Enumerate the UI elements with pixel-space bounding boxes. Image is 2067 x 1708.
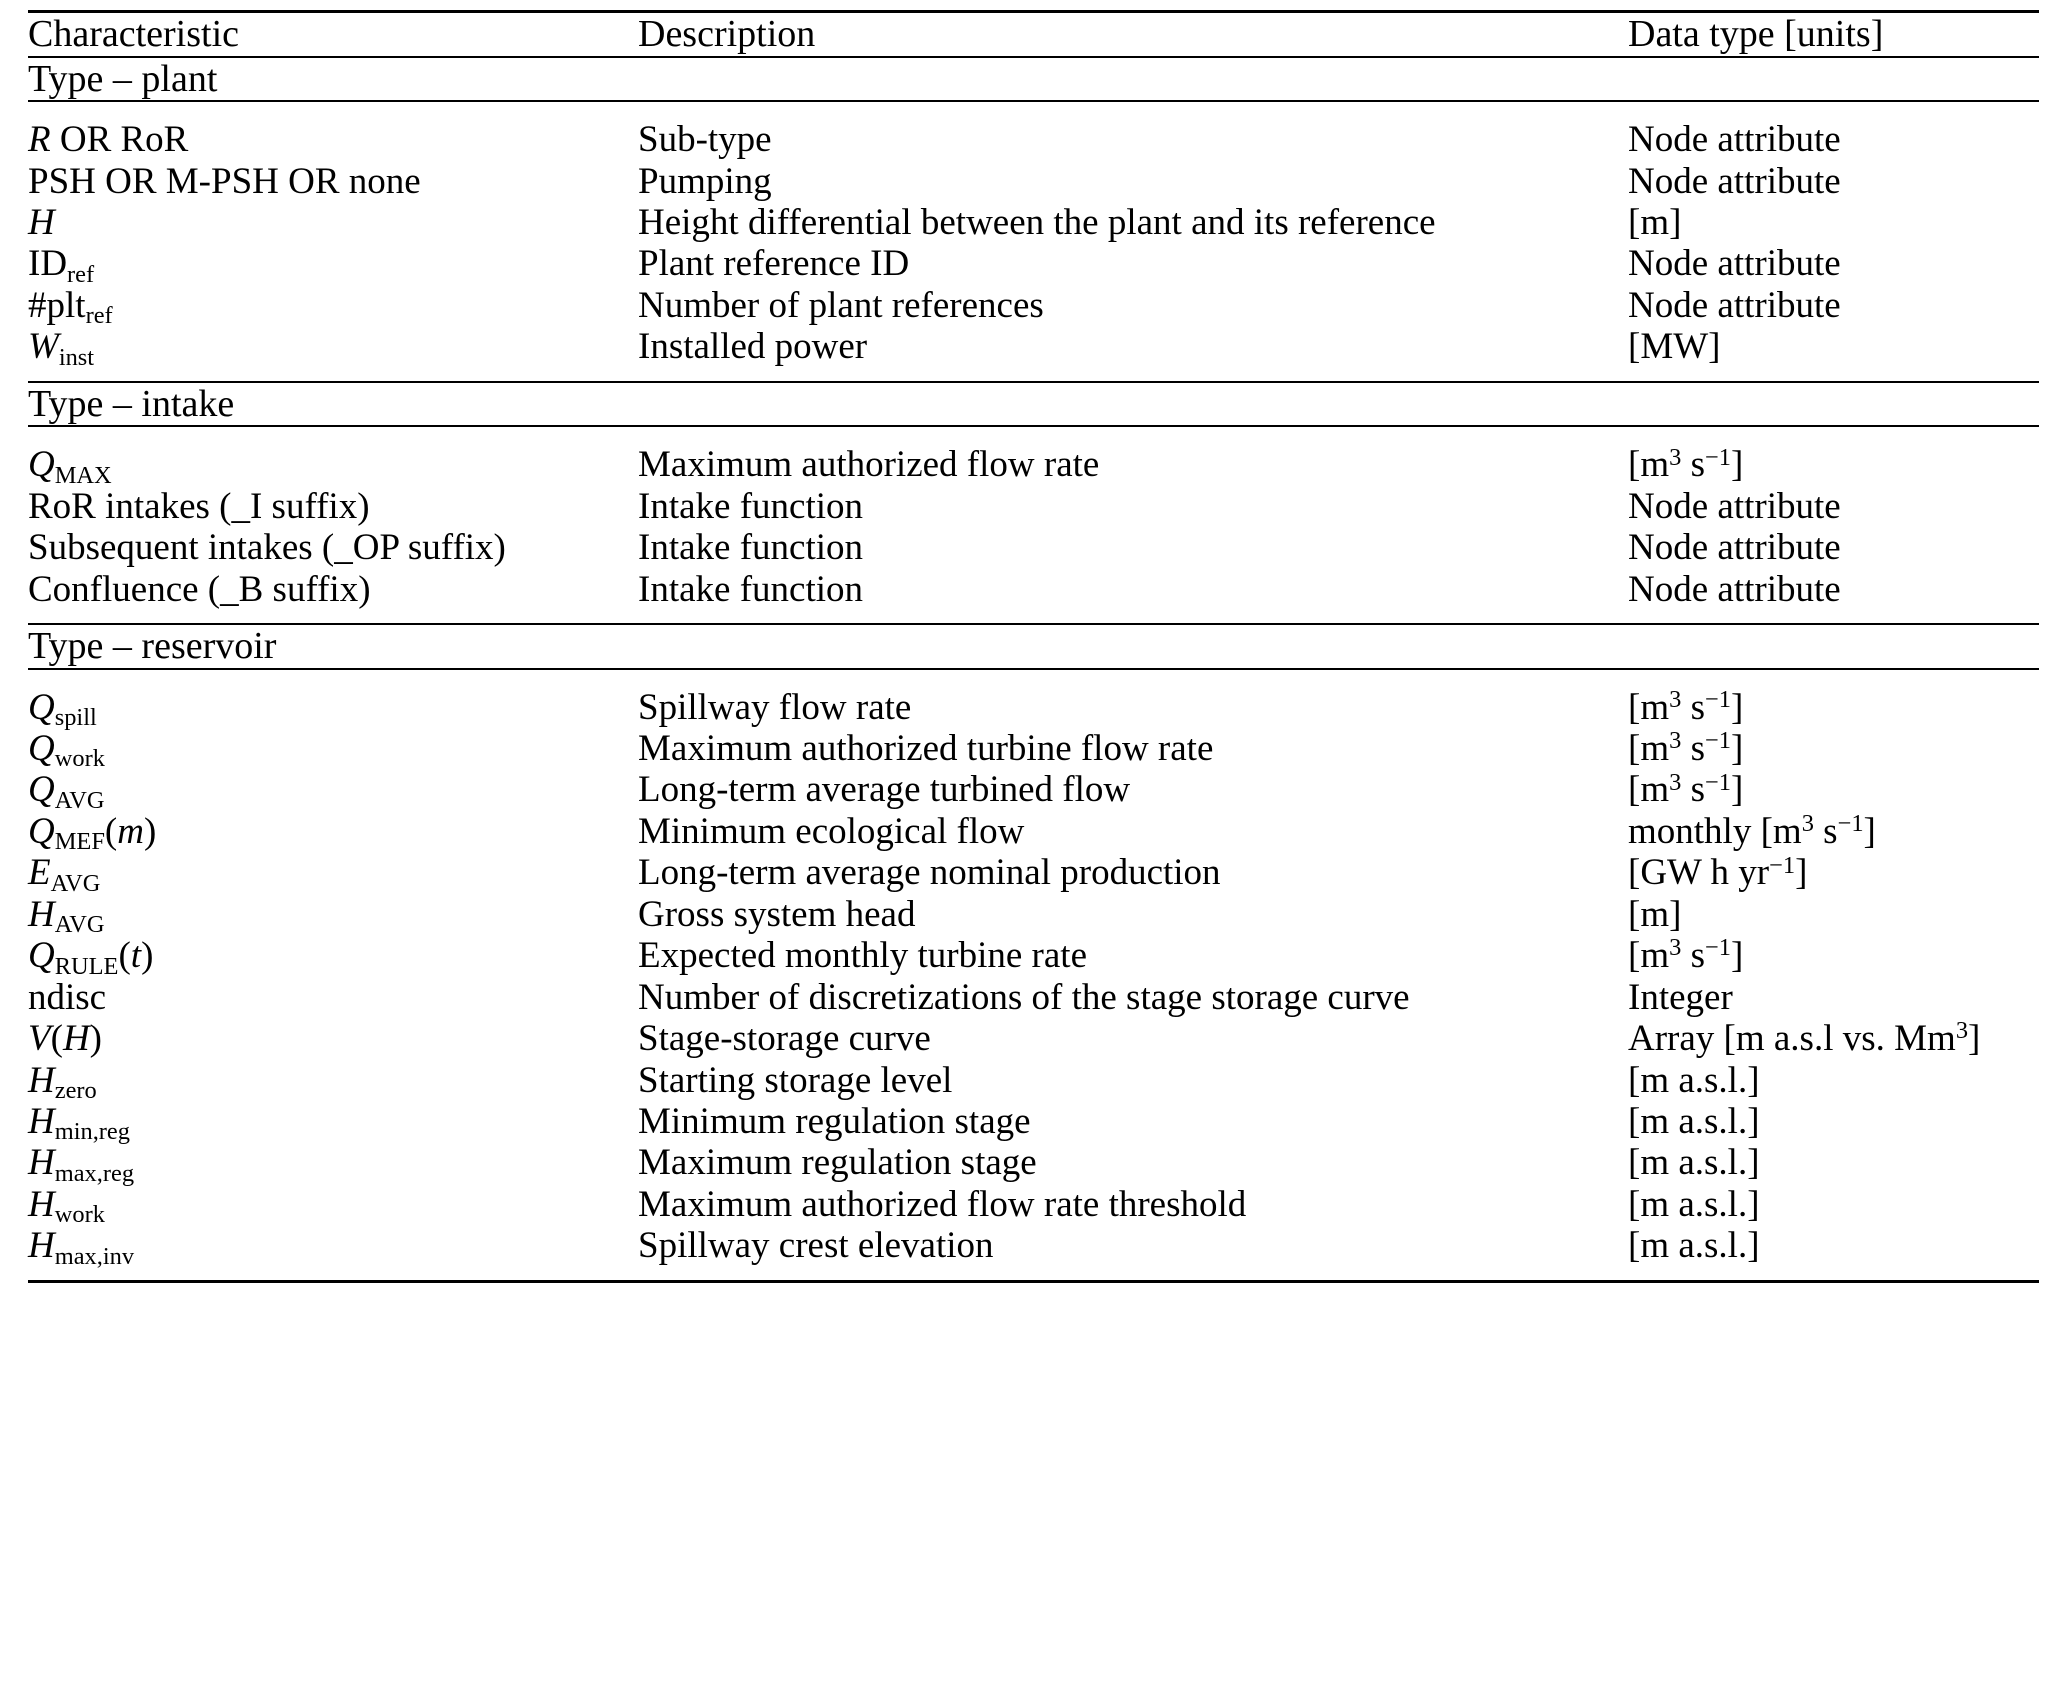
cell-description: Expected monthly turbine rate: [638, 935, 1087, 977]
cell-data-type: [$m^3$ $s^{-1}$]: [1628, 768, 1744, 811]
cell-data-type: [m a.s.l.]: [1628, 1142, 1760, 1184]
cell-data-type: Integer: [1628, 976, 1733, 1018]
table-bottom-rule: [28, 1281, 2039, 1284]
section-header-row: [28, 624, 2039, 669]
cell-description: Intake function: [638, 527, 863, 569]
cell-description: Minimum ecological flow: [638, 810, 1025, 852]
table-row: [28, 935, 2039, 976]
cell-data-type: monthly [$m^3$ $s^{-1}$]: [1628, 810, 1876, 852]
cell-description: Long-term average nominal production: [638, 852, 1221, 894]
cell-data-type: [m]: [1628, 201, 1682, 243]
cell-description: Height differential between the plant and its reference: [638, 201, 1436, 243]
cell-data-type: [MW]: [1628, 326, 1721, 368]
cell-description: Intake function: [638, 485, 863, 527]
cell-characteristic: $Q_{RULE}(t)$: [28, 935, 154, 980]
section-title: Type – reservoir: [28, 624, 2039, 669]
cell-description: Pumping: [638, 160, 772, 202]
table-header-row: [28, 12, 2039, 57]
cell-description: Spillway flow rate: [638, 669, 1628, 728]
column-header-data-type: Data type [units]: [1628, 12, 2039, 57]
cell-data-type: [m a.s.l.]: [1628, 1059, 1760, 1101]
cell-description: Number of discretizations of the stage storage curve: [638, 976, 1410, 1018]
rule-cell: [1628, 1281, 2039, 1284]
section-title: Type – intake: [28, 382, 2039, 427]
table-row: [28, 977, 2039, 1018]
cell-characteristic: RoR intakes (_I suffix): [28, 485, 370, 527]
cell-data-type: [$m^3$ $s^{-1}$]: [1628, 426, 2039, 485]
cell-data-type: Node attribute: [1628, 527, 1841, 569]
table-row: [28, 852, 2039, 893]
cell-data-type: [$m^3$ $s^{-1}$]: [1628, 669, 2039, 728]
cell-data-type: Node attribute: [1628, 485, 1841, 527]
table-row: [28, 1225, 2039, 1281]
cell-description: Maximum authorized flow rate: [638, 426, 1628, 485]
cell-data-type: Array [m a.s.l vs. Mm$^3$]: [1628, 1017, 1981, 1060]
cell-description: Number of plant references: [638, 284, 1044, 326]
cell-data-type: [m a.s.l.]: [1628, 1225, 1760, 1267]
cell-characteristic: $H_{max,inv}$: [28, 1225, 135, 1270]
cell-data-type: [$m^3$ $s^{-1}$]: [1628, 934, 1744, 977]
cell-characteristic: Subsequent intakes (_OP suffix): [28, 527, 506, 569]
table-row: [28, 285, 2039, 326]
cell-data-type: [GW h $yr^{-1}$]: [1628, 851, 1808, 894]
column-header-description: Description: [638, 12, 1628, 57]
table-row: [28, 1184, 2039, 1225]
table-row: [28, 202, 2039, 243]
cell-data-type: Node attribute: [1628, 284, 1841, 326]
cell-characteristic: $Q_{MEF}(m)$: [28, 810, 157, 856]
cell-description: Installed power: [638, 326, 868, 368]
table-row: [28, 569, 2039, 624]
cell-characteristic: Confluence (_B suffix): [28, 568, 371, 610]
cell-characteristic: $H_{min,reg}$: [28, 1100, 130, 1146]
cell-description: Starting storage level: [638, 1059, 953, 1101]
cell-data-type: [$m^3$ $s^{-1}$]: [1628, 727, 1744, 769]
cell-description: Sub-type: [638, 101, 1628, 160]
characteristics-table: [28, 10, 2039, 1284]
section-header-row: [28, 382, 2039, 427]
cell-characteristic: $Q_{work}$: [28, 728, 105, 773]
table-row: [28, 161, 2039, 202]
table-row: [28, 1142, 2039, 1183]
cell-characteristic: R OR RoR: [28, 101, 638, 160]
cell-data-type: [m]: [1628, 893, 1682, 935]
cell-characteristic: $H_{AVG}$: [28, 893, 105, 939]
table-row: [28, 669, 2039, 728]
table-row: [28, 769, 2039, 810]
cell-characteristic: $ID_{ref}$: [28, 243, 95, 288]
cell-characteristic: $Q_{AVG}$: [28, 769, 105, 814]
cell-data-type: Node attribute: [1628, 101, 2039, 160]
cell-characteristic: $H_{max,reg}$: [28, 1142, 135, 1187]
cell-characteristic: $Q_{MAX}$: [28, 426, 638, 485]
section-title: Type – plant: [28, 57, 2039, 102]
cell-description: Long-term average turbined flow: [638, 769, 1131, 811]
rule-cell: [28, 1281, 638, 1284]
cell-description: Plant reference ID: [638, 243, 910, 285]
table-row: [28, 728, 2039, 769]
table-row: [28, 101, 2039, 160]
cell-description: Intake function: [638, 568, 863, 610]
column-header-characteristic: Characteristic: [28, 12, 638, 57]
table-row: [28, 1060, 2039, 1101]
cell-data-type: Node attribute: [1628, 568, 1841, 610]
cell-characteristic: ndisc: [28, 976, 107, 1018]
cell-data-type: Node attribute: [1628, 160, 1841, 202]
rule-cell: [638, 1281, 1628, 1284]
table-row: [28, 1101, 2039, 1142]
cell-description: Gross system head: [638, 893, 916, 935]
table-row: [28, 811, 2039, 852]
table-row: [28, 527, 2039, 568]
cell-data-type: Node attribute: [1628, 243, 1841, 285]
cell-characteristic: V(H): [28, 1018, 102, 1060]
table-body: [28, 12, 2039, 1284]
table-row: [28, 426, 2039, 485]
cell-characteristic: $H_{work}$: [28, 1183, 105, 1229]
table-row: [28, 894, 2039, 935]
cell-characteristic: PSH OR M-PSH OR none: [28, 160, 421, 202]
cell-description: Maximum authorized turbine flow rate: [638, 728, 1214, 769]
cell-description: Maximum authorized flow rate threshold: [638, 1183, 1247, 1225]
cell-description: Stage-storage curve: [638, 1018, 931, 1060]
cell-description: Spillway crest elevation: [638, 1225, 994, 1267]
cell-characteristic: $H_{zero}$: [28, 1059, 97, 1104]
section-header-row: [28, 57, 2039, 102]
table-row: [28, 326, 2039, 381]
table-row: [28, 1018, 2039, 1059]
cell-characteristic: $W_{inst}$: [28, 326, 95, 371]
cell-characteristic: $Q_{spill}$: [28, 669, 638, 728]
cell-description: Minimum regulation stage: [638, 1100, 1031, 1142]
cell-description: Maximum regulation stage: [638, 1142, 1037, 1184]
cell-data-type: [m a.s.l.]: [1628, 1183, 1760, 1225]
cell-characteristic: $E_{AVG}$: [28, 852, 101, 897]
table-row: [28, 243, 2039, 284]
cell-data-type: [m a.s.l.]: [1628, 1100, 1760, 1142]
cell-characteristic: #plt$_{ref}$: [28, 284, 113, 330]
cell-characteristic: H: [28, 201, 55, 243]
table-row: [28, 486, 2039, 527]
